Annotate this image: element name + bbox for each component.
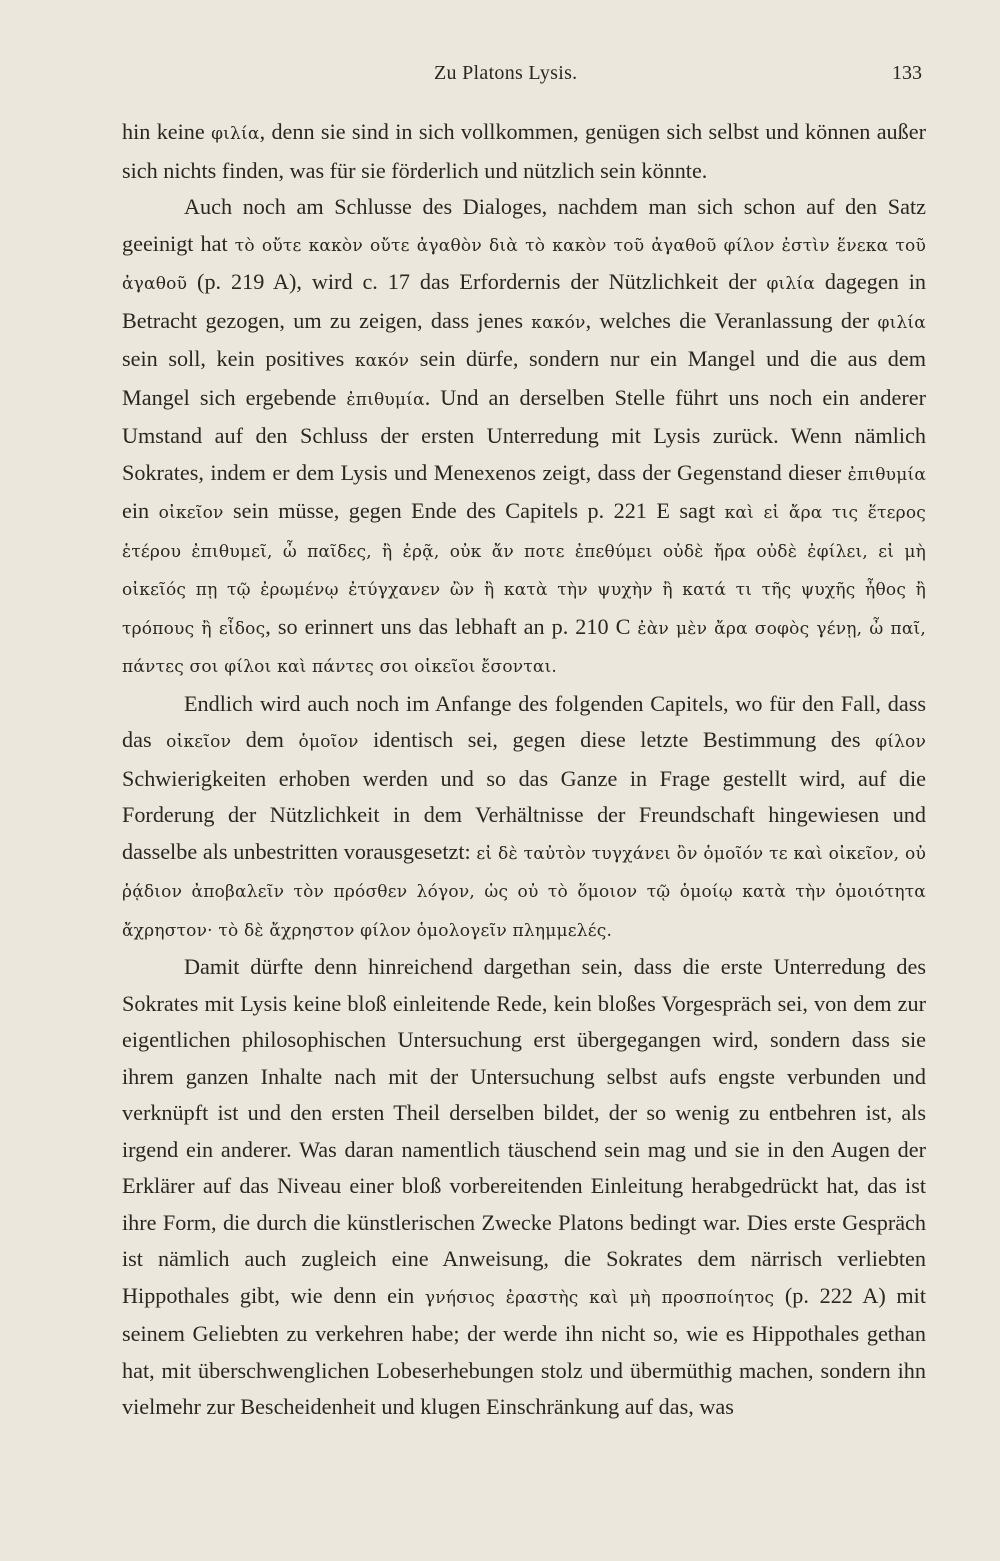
text-run: (p. 219 A), wird c. 17 das Erfordernis der Nützlichkeit der [187,269,767,294]
greek-term: οἰκεῖον [158,503,224,523]
text-run: dagegen in Betracht gezogen, um zu zeigen, dass jenes [122,269,926,333]
text-run: ein [122,498,159,523]
greek-term: φιλία [877,312,926,333]
greek-term: φιλία [211,124,260,144]
text-run: , welches die Veranlassung der [585,307,878,333]
text-run: . Und an derselben Stelle führt uns noch ein anderer Umstand auf den Schluss der ersten Unterredung mit Lysis zurück. Wenn nämlich Sokrates, indem er dem Lysis und Menexenos zeigt, dass der Gegenstand dieser [122,384,926,485]
greek-term: ἐπιθυμία [346,389,425,410]
greek-term: ἐπιθυμία [847,464,926,485]
greek-quote: εἰ δὲ ταὐτὸν τυγχάνει ὂν ὁμοῖόν τε καὶ οἰκεῖον, οὐ ῥᾴδιον ἀποβαλεῖν τὸν πρόσθεν λόγον, ὡς οὐ τὸ ὅμοιον τῷ ὁμοίῳ κατὰ τὴν ὁμοιότητα ἄχρηστον· τὸ δὲ ἄχρηστον φίλον ὁμολογεῖν πλημμελές. [122,843,926,941]
greek-term: φιλία [766,274,815,294]
text-run: , so erinnert uns das lebhaft an p. 210 C [265,613,638,639]
paragraph [122,949,926,1426]
paragraph [122,686,926,950]
greek-quote: τὸ οὔτε κακὸν οὔτε ἀγαθὸν διὰ τὸ κακὸν τοῦ ἀγαθοῦ φίλον ἐστὶν ἕνεκα τοῦ ἀγαθοῦ [122,235,926,294]
text-run: (p. 222 A) mit seinem Geliebten zu verkehren habe; der werde ihn nicht so, wie es Hippothales gethan hat, mit überschwenglichen Lobeserhebungen stolz und übermüthig machen, sondern ihn vielmehr zur Bescheidenheit und klugen Einschränkung auf das, was [122,1282,926,1419]
text-run: , denn sie sind in sich vollkommen, genügen sich selbst und können außer sich nichts finden, was für sie förderlich und nützlich sein könnte. [122,119,926,183]
greek-term: κακόν [354,351,410,371]
text-run: Endlich wird auch noch im Anfange des folgenden Capitels, wo für den Fall, dass das [122,690,926,752]
greek-term: φίλον [875,732,927,752]
text-run: identisch sei, gegen diese letzte Bestimmung des [358,727,876,752]
greek-quote: καὶ εἰ ἄρα τις ἕτερος ἑτέρου ἐπιθυμεῖ, ὦ παῖδες, ἢ ἐρᾷ, οὐκ ἄν ποτε ἐπεθύμει οὐδὲ ἤρα οὐδὲ ἐφίλει, εἰ μὴ οἰκεῖός πῃ τῷ ἐρωμένῳ ἐτύγχανεν ὢν ἢ κατὰ τὴν ψυχὴν ἢ κατά τι τῆς ψυχῆς ἦθος ἢ τρόπους ἢ εἶδος [122,503,926,639]
text-run: sein dürfe, sondern nur ein Mangel und die aus dem Mangel sich ergebende [122,346,927,410]
greek-quote: ἐὰν μὲν ἄρα σοφὸς γένῃ, ὦ παῖ, πάντες σοι φίλοι καὶ πάντες σοι οἰκεῖοι ἔσονται. [122,618,926,677]
page-number: 133 [892,62,922,84]
paragraph [122,114,926,189]
greek-term: οἰκεῖον [166,732,232,752]
page-header [122,58,926,88]
greek-term: κακόν [531,312,586,333]
text-run: hin keine [122,119,212,144]
text-run: sein müsse, gegen Ende des Capitels p. 221 E sagt [223,498,725,523]
greek-quote: γνήσιος ἐραστὴς καὶ μὴ προσποίητος [424,1287,775,1308]
text-run: Damit dürfte denn hinreichend dargethan sein, dass die erste Unterredung des Sokrates mit Lysis keine bloß einleitende Rede, kein bloßes Vorgespräch sei, von dem zur eigentlichen philosophischen Untersuchung erst übergegangen wird, sondern dass sie ihrem ganzen Inhalte nach mit der Untersuchung selbst aufs engste verbunden und verknüpft ist und den ersten Theil derselben bildet, der so wenig zu entbehren ist, als irgend ein anderer. Was daran namentlich täuschend sein mag und sie in den Augen der Erklärer auf das Niveau einer bloß vorbereitenden Einleitung herabgedrückt hat, das ist ihre Form, die durch die künstlerischen Zwecke Platons bedingt war. Dies erste Gespräch ist nämlich auch zugleich eine Anweisung, die Sokrates dem närrisch verliebten Hippothales gibt, wie denn ein [122,954,926,1308]
text-run: sein soll, kein positives [122,346,355,371]
greek-term: ὁμοῖον [298,732,359,752]
text-run: Schwierigkeiten erhoben werden und so das Ganze in Frage gestellt wird, auf die Forderung der Nützlichkeit in dem Verhältnisse der Freundschaft hingewiesen und dasselbe als unbestritten vorausgesetzt: [122,765,926,864]
text-run: dem [231,727,299,752]
body-text [122,114,926,1426]
paragraph [122,189,926,686]
running-title: Zu Platons Lysis. [434,62,578,84]
text-run: Auch noch am Schlusse des Dialoges, nachdem man sich schon auf den Satz geeinigt hat [122,194,926,256]
